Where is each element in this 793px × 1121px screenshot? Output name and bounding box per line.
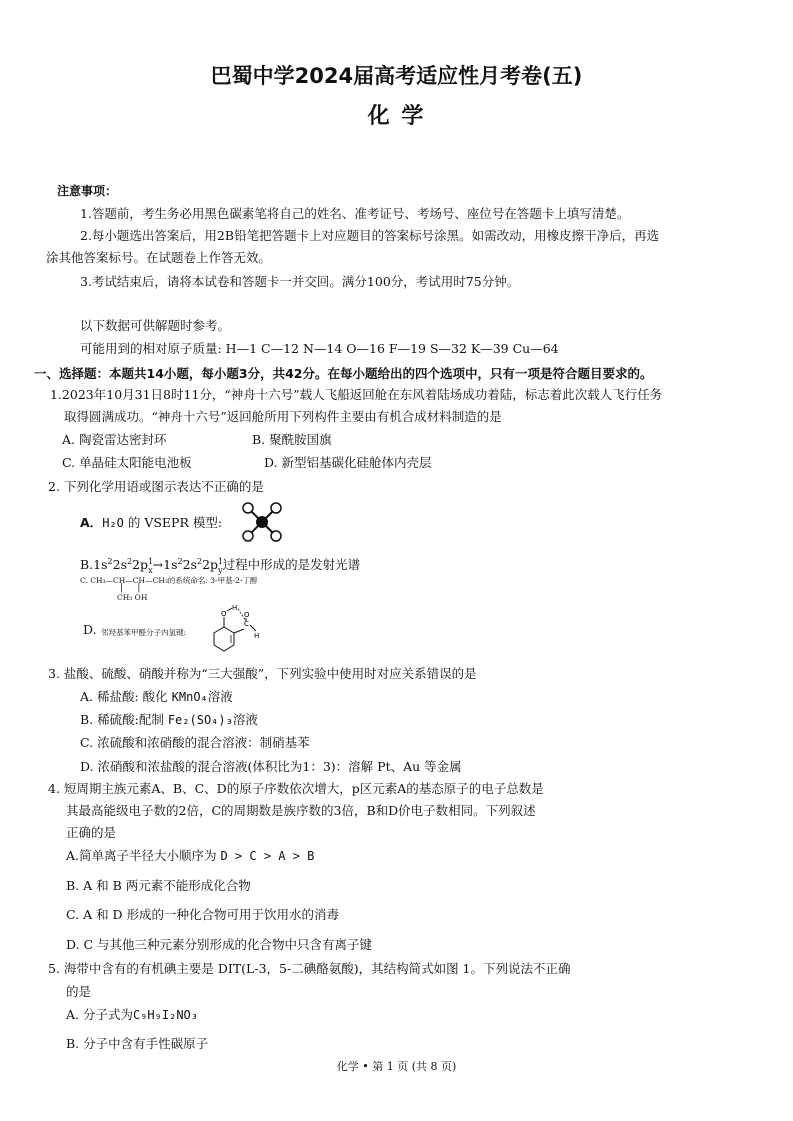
q4-option-a	[66, 848, 314, 864]
q3-option-b-formula: Fe₂(SO₄)₃	[167, 713, 233, 727]
notice-item-1: 1.答题前，考生务必用黑色碳素笔将自己的姓名、准考证号、考场号、座位号在答题卡上填写清楚。	[80, 206, 630, 221]
notice-item-2: 2.每小题选出答案后，用2B铅笔把答题卡上对应题目的答案标号涂黑。如需改动，用橡皮擦干净后，再选	[80, 228, 660, 243]
q4-stem-3: 正确的是	[66, 825, 117, 840]
notice-item-2-cont: 涂其他答案标号。在试题卷上作答无效。	[46, 250, 272, 265]
q2-option-d-caption: 邻羟基苯甲醛分子内氢键:	[101, 628, 187, 637]
q4-option-c: C. A 和 D 形成的一种化合物可用于饮用水的消毒	[66, 907, 340, 922]
q4-option-d: D. C 与其他三种元素分别形成的化合物中只含有离子键	[66, 937, 373, 952]
section1-heading: 一、选择题：本题共14小题，每小题3分，共42分。在每小题给出的四个选项中，只有一项是符合题目要求的。	[34, 366, 653, 381]
page-footer: 化学 • 第 1 页 (共 8 页)	[336, 1060, 457, 1073]
q1-option-b: B. 聚酰胺国旗	[252, 432, 332, 447]
q4-option-b: B. A 和 B 两元素不能形成化合物	[66, 878, 251, 893]
svg-text:C: C	[244, 620, 249, 628]
q4-option-a-formula: D > C > A > B	[220, 849, 315, 863]
q2-option-b: $B.1s^22s^22p^1_x\to 1s^22s^22p^1_y$过程中形成的是发射光谱	[80, 557, 361, 575]
q3-option-c: C. 浓硫酸和浓硝酸的混合溶液：制硝基苯	[80, 735, 310, 750]
q2-stem: 2. 下列化学用语或图示表达不正确的是	[48, 479, 264, 494]
q2-option-c-substituents: CH₃ OH	[117, 593, 148, 602]
q2-option-a-formula: H₂O	[102, 516, 124, 530]
q4-stem-1: 4. 短周期主族元素A、B、C、D的原子序数依次增大，p区元素A的基态原子的电子总数是	[48, 781, 544, 796]
q2-option-b-prefix: B.1s	[80, 557, 108, 573]
q5-option-a	[66, 1007, 198, 1023]
q1-option-c: C. 单晶硅太阳能电池板	[62, 455, 192, 470]
q1-stem-1: 1.2023年10月31日8时11分，“神舟十六号”载人飞船返回舱在东风着陆场成功着陆，标志着此次载人飞行任务	[50, 387, 663, 402]
q2-option-c-branch-bonds: | |	[120, 583, 141, 593]
q1-option-a: A. 陶瓷雷达密封环	[62, 432, 167, 447]
q2-option-a-suffix: 的 VSEPR 模型:	[123, 515, 223, 530]
q2-option-b-suffix: 过程中形成的是发射光谱	[222, 557, 361, 573]
reference-line-2: 可能用到的相对原子质量: H—1 C—12 N—14 O—16 F—19 S—32 K—39 Cu—64	[80, 341, 559, 356]
q3-option-b-suffix: 溶液	[232, 712, 258, 727]
vsepr-model-icon	[240, 500, 284, 544]
q5-stem-1: 5. 海带中含有的有机碘主要是 DIT(L-3，5-二碘酪氨酸)，其结构简式如图 1。下列说法不正确	[48, 961, 571, 976]
q3-option-d: D. 浓硝酸和浓盐酸的混合溶液(体积比为1：3)：溶解 Pt、Au 等金属	[80, 759, 462, 774]
q3-option-a-prefix: A. 稀盐酸: 酸化	[80, 689, 172, 704]
svg-text:H: H	[254, 632, 260, 640]
q4-option-a-prefix: A.简单离子半径大小顺序为	[66, 848, 221, 863]
q3-option-a-formula: KMnO₄	[171, 690, 208, 704]
exam-title: 巴蜀中学2024届高考适应性月考卷(五)	[210, 64, 583, 88]
q4-stem-2: 其最高能级电子数的2倍，C的周期数是族序数的3倍，B和D价电子数相同。下列叙述	[66, 803, 536, 818]
q1-stem-2: 取得圆满成功。“神舟十六号”返回舱所用下列构件主要由有机合成材料制造的是	[64, 409, 502, 424]
subject-title: 化 学	[367, 104, 426, 129]
q5-option-a-formula: C₉H₉I₂NO₃	[132, 1008, 199, 1022]
q5-option-b: B. 分子中含有手性碳原子	[66, 1036, 209, 1051]
q3-option-a-suffix: 溶液	[207, 689, 233, 704]
notice-heading: 注意事项：	[57, 184, 118, 198]
q3-option-a	[80, 689, 233, 705]
svg-text:O: O	[221, 610, 227, 618]
svg-text:H: H	[232, 605, 238, 612]
q2-option-a-label: A．	[80, 515, 103, 530]
q3-stem: 3. 盐酸、硫酸、硝酸并称为“三大强酸”，下列实验中使用时对应关系错误的是	[48, 666, 477, 681]
q2-option-c: C. CH₃—CH—CH—CH₃的系统命名: 3-甲基-2-丁醇	[80, 576, 258, 585]
hydrogen-bond-structure-icon	[210, 605, 264, 653]
q2-option-d-label: D.	[83, 622, 97, 637]
svg-text:O: O	[244, 611, 250, 619]
q3-option-b-prefix: B. 稀硫酸:配制	[80, 712, 168, 727]
q5-stem-2: 的是	[66, 984, 92, 999]
notice-item-3: 3.考试结束后，请将本试卷和答题卡一并交回。满分100分，考试用时75分钟。	[80, 274, 520, 289]
reference-line-1: 以下数据可供解题时参考。	[80, 318, 231, 333]
q5-option-a-prefix: A. 分子式为	[66, 1007, 133, 1022]
q3-option-b	[80, 712, 258, 728]
q1-option-d: D. 新型铝基碳化硅舱体内壳层	[264, 455, 432, 470]
q2-option-a	[80, 515, 222, 531]
